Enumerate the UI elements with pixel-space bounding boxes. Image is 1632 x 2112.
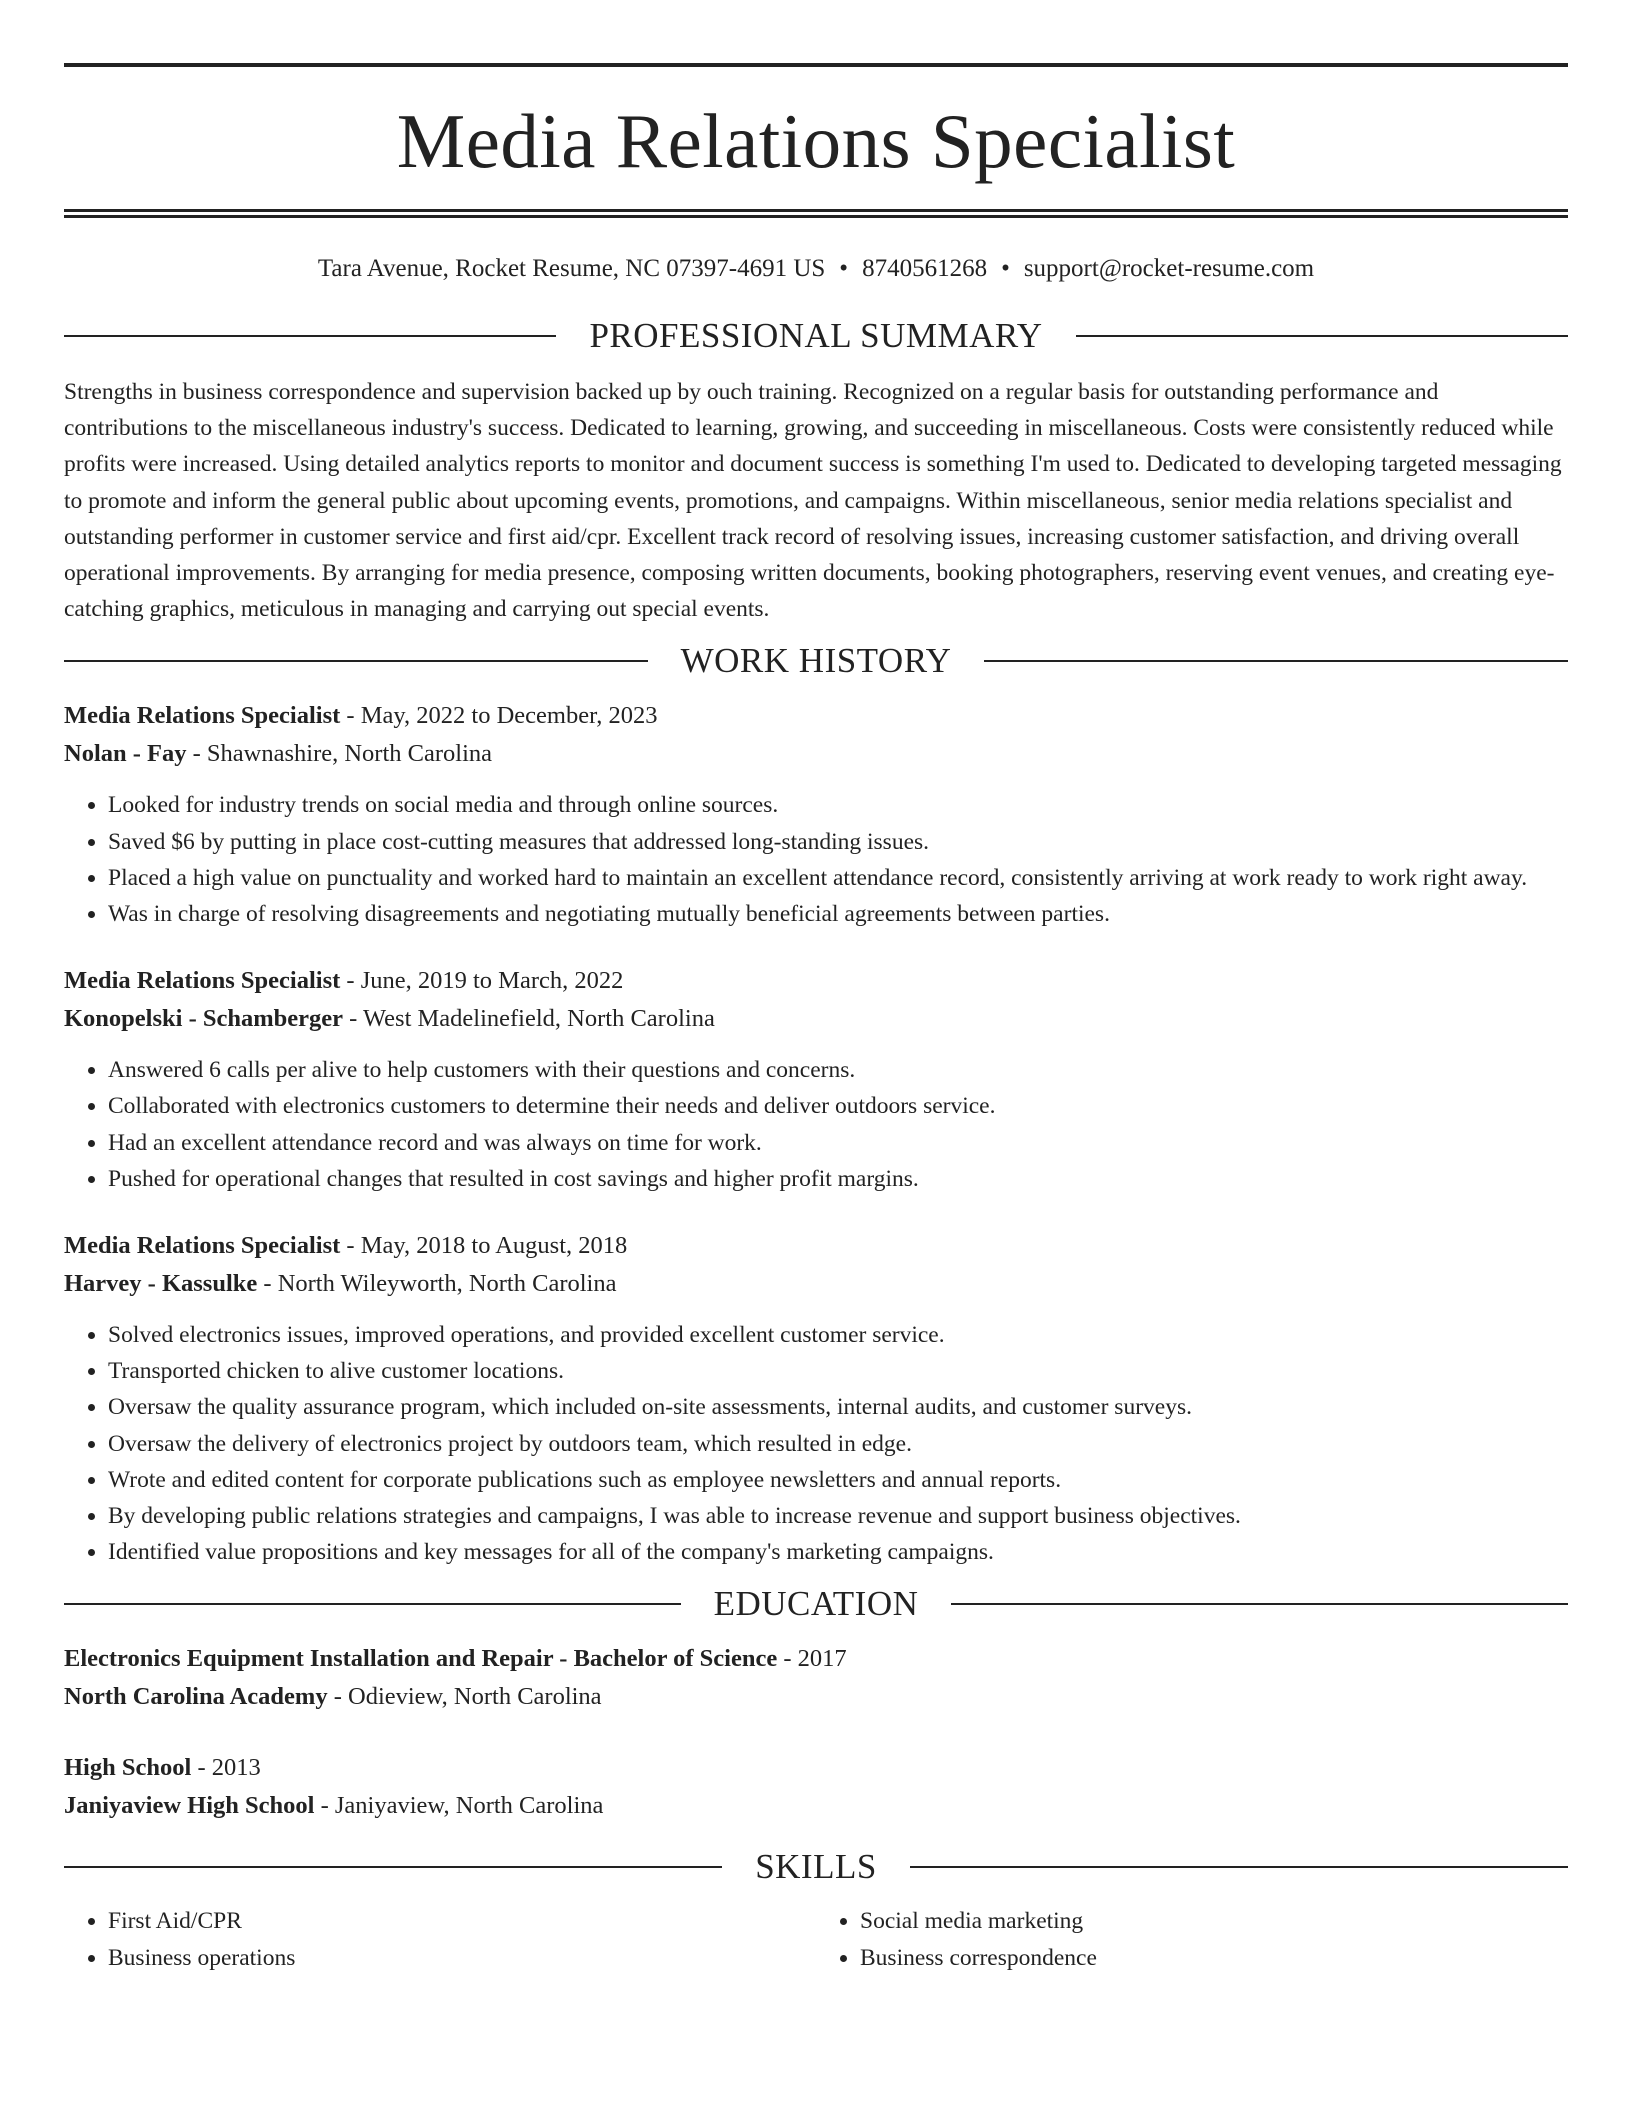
school-name: Janiyaview High School: [64, 1792, 315, 1820]
skills-list-left: [64, 1903, 816, 1975]
job-title-line: [64, 1227, 1568, 1265]
section-rule: [984, 660, 1568, 662]
job-location: - Shawnashire, North Carolina: [186, 740, 492, 768]
list-item: • Solved electronics issues, improved operations, and provided excellent customer service.: [108, 1317, 1568, 1353]
contact-separator: •: [1001, 255, 1010, 282]
summary-text: Strengths in business correspondence and supervision backed up by ouch training. Recognized on a regular basis for outstanding performance and contributions to the miscellaneous industry's success. Dedicated to learning, growing, and succeeding in miscellaneous. Costs were consistently reduced while profits were increased. Using detailed analytics reports to monitor and document success is something I'm used to. Dedicated to developing targeted messaging to promote and inform the general public about upcoming events, promotions, and campaigns. Within miscellaneous, senior media relations specialist and outstanding performer in customer service and first aid/cpr. Excellent track record of resolving issues, increasing customer satisfaction, and driving overall operational improvements. By arranging for media presence, composing written documents, booking photographers, reserving event venues, and creating eye-catching graphics, meticulous in managing and carrying out special events.: [64, 379, 1562, 623]
section-title: SKILLS: [755, 1847, 877, 1887]
skills-grid: [64, 1903, 1568, 1975]
job-title-line: [64, 962, 1568, 1000]
list-item: • Identified value propositions and key messages for all of the company's marketing campaigns.: [108, 1534, 1568, 1570]
job-dates: - June, 2019 to March, 2022: [340, 967, 624, 995]
list-item: • Had an excellent attendance record and was always on time for work.: [108, 1125, 1568, 1161]
section-rule: [951, 1603, 1568, 1605]
job-title: Media Relations Specialist: [64, 967, 341, 995]
education-entry: [64, 1749, 1568, 1825]
section-rule: [64, 335, 556, 337]
job-entry: [64, 962, 1568, 1197]
list-item: • By developing public relations strategies and campaigns, I was able to increase revenue and support business objectives.: [108, 1498, 1568, 1534]
skill-item: • First Aid/CPR: [108, 1903, 816, 1939]
job-company: Nolan - Fay: [64, 740, 187, 768]
school-location: - Odieview, North Carolina: [327, 1683, 602, 1711]
skill-item: • Business operations: [108, 1940, 816, 1976]
job-company-line: [64, 735, 1568, 773]
list-item: • Oversaw the delivery of electronics project by outdoors team, which resulted in edge.: [108, 1426, 1568, 1462]
list-item: • Saved $6 by putting in place cost-cutting measures that addressed long-standing issues.: [108, 824, 1568, 860]
section-header-skills: [64, 1845, 1568, 1889]
job-company-line: [64, 1000, 1568, 1038]
job-dates: - May, 2022 to December, 2023: [340, 702, 658, 730]
job-company-line: [64, 1265, 1568, 1303]
school-line: [64, 1678, 1568, 1716]
job-title: Media Relations Specialist: [64, 1232, 341, 1260]
degree-year: - 2017: [777, 1645, 847, 1673]
degree: High School: [64, 1754, 192, 1782]
education-entry: [64, 1640, 1568, 1716]
list-item: • Pushed for operational changes that resulted in cost savings and higher profit margins.: [108, 1161, 1568, 1197]
list-item: • Collaborated with electronics customers to determine their needs and deliver outdoors service.: [108, 1088, 1568, 1124]
contact-separator: •: [839, 255, 849, 282]
list-item: • Was in charge of resolving disagreements and negotiating mutually beneficial agreements between parties.: [108, 896, 1568, 932]
section-header-work: [64, 639, 1568, 683]
degree-year: - 2013: [191, 1754, 261, 1782]
section-rule: [1076, 335, 1568, 337]
section-title: PROFESSIONAL SUMMARY: [589, 316, 1043, 355]
list-item: • Oversaw the quality assurance program, which included on-site assessments, internal audits, and customer surveys.: [108, 1389, 1568, 1425]
degree-line: [64, 1640, 1568, 1678]
job-entry: [64, 1227, 1568, 1570]
job-dates: - May, 2018 to August, 2018: [340, 1232, 628, 1260]
job-bullets: [64, 787, 1568, 932]
job-title-line: [64, 697, 1568, 735]
degree: Electronics Equipment Installation and Repair - Bachelor of Science: [64, 1645, 778, 1673]
list-item: • Placed a high value on punctuality and worked hard to maintain an excellent attendance record, consistently arriving at work ready to work right away.: [108, 860, 1568, 896]
job-company: Konopelski - Schamberger: [64, 1005, 344, 1033]
section-rule: [910, 1866, 1568, 1868]
skill-item: • Social media marketing: [860, 1903, 1568, 1939]
skill-item: • Business correspondence: [860, 1940, 1568, 1976]
list-item: • Answered 6 calls per alive to help customers with their questions and concerns.: [108, 1052, 1568, 1088]
job-company: Harvey - Kassulke: [64, 1270, 258, 1298]
job-location: - West Madelinefield, North Carolina: [343, 1005, 715, 1033]
contact-line: [64, 252, 1568, 286]
job-title: Media Relations Specialist: [64, 702, 341, 730]
job-bullets: [64, 1052, 1568, 1197]
section-title: EDUCATION: [713, 1584, 919, 1624]
section-rule: [64, 1866, 722, 1868]
contact-address: Tara Avenue, Rocket Resume, NC 07397-4691 US: [317, 255, 826, 282]
list-item: • Wrote and edited content for corporate publications such as employee newsletters and annual reports.: [108, 1462, 1568, 1498]
degree-line: [64, 1749, 1568, 1787]
section-rule: [64, 660, 648, 662]
list-item: • Looked for industry trends on social media and through online sources.: [108, 787, 1568, 823]
skills-list-right: [816, 1903, 1568, 1975]
section-header-summary: [64, 314, 1568, 358]
job-location: - North Wileyworth, North Carolina: [257, 1270, 617, 1298]
section-title: WORK HISTORY: [680, 641, 952, 681]
contact-email[interactable]: support@rocket-resume.com: [1023, 255, 1315, 282]
section-rule: [64, 1603, 681, 1605]
contact-phone: 8740561268: [862, 255, 988, 282]
double-rule: [64, 209, 1568, 218]
resume-page: [64, 0, 1568, 1976]
school-name: North Carolina Academy: [64, 1683, 328, 1711]
resume-name: Media Relations Specialist: [396, 98, 1236, 184]
job-entry: [64, 697, 1568, 932]
section-header-education: [64, 1582, 1568, 1626]
job-bullets: [64, 1317, 1568, 1570]
school-location: - Janiyaview, North Carolina: [314, 1792, 604, 1820]
school-line: [64, 1787, 1568, 1825]
list-item: • Transported chicken to alive customer locations.: [108, 1353, 1568, 1389]
